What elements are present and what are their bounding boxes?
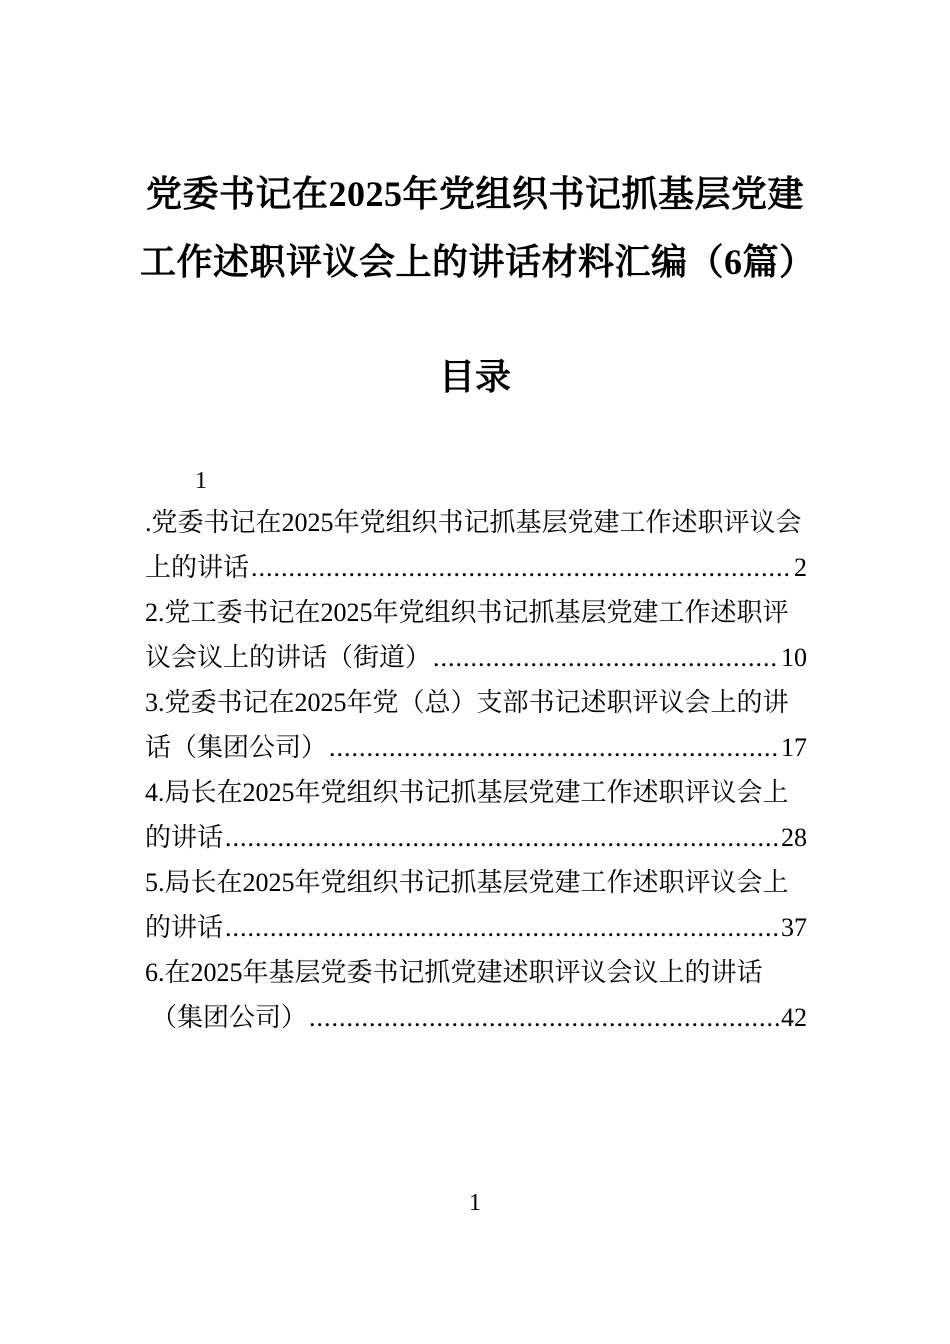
toc-entry-text-cont: 议会议上的讲话（街道） xyxy=(145,643,432,672)
toc-entry-text-cont: 话（集团公司） xyxy=(145,733,328,762)
document-title xyxy=(140,160,816,296)
dot-leader xyxy=(251,545,792,590)
dot-leader xyxy=(329,725,779,770)
dot-leader xyxy=(433,635,779,680)
toc-entry-text: 5.局长在2025年党组织书记抓基层党建工作述职评议会上 xyxy=(145,868,789,897)
page-number: 1 xyxy=(469,1190,481,1216)
dot-leader xyxy=(309,995,779,1040)
toc-entry-text: 4.局长在2025年党组织书记抓基层党建工作述职评议会上 xyxy=(145,778,789,807)
toc-first-entry-number: 1 xyxy=(195,468,207,494)
toc-entry-2[interactable] xyxy=(145,590,807,680)
toc-entry-page: 37 xyxy=(781,913,807,942)
toc-entry-6[interactable] xyxy=(145,950,807,1040)
toc-entry-text: 6.在2025年基层党委书记抓党建述职评议会议上的讲话 xyxy=(145,958,763,987)
toc-entry-text: 3.党委书记在2025年党（总）支部书记述职评议会上的讲 xyxy=(145,688,789,717)
toc-entry-page: 2 xyxy=(794,553,807,582)
toc-entry-text-cont: 的讲话 xyxy=(145,913,224,942)
toc-entry-3[interactable] xyxy=(145,680,807,770)
dot-leader xyxy=(225,815,779,860)
title-line-2: 工作述职评议会上的讲话材料汇编（6篇） xyxy=(140,242,816,282)
toc-entry-4[interactable] xyxy=(145,770,807,860)
toc-entry-text-cont: 的讲话 xyxy=(145,823,224,852)
toc-entry-page: 17 xyxy=(781,733,807,762)
toc-entry-page: 42 xyxy=(781,1003,807,1032)
toc-entry-text-cont: 上的讲话 xyxy=(145,553,250,582)
toc-entry-page: 28 xyxy=(781,823,807,852)
title-line-1: 党委书记在2025年党组织书记抓基层党建 xyxy=(145,174,804,214)
table-of-contents xyxy=(145,462,807,1040)
toc-entry-text-cont: （集团公司） xyxy=(151,1003,308,1032)
toc-entry-1[interactable] xyxy=(145,500,807,590)
toc-entry-text: .党委书记在2025年党组织书记抓基层党建工作述职评议会 xyxy=(145,508,802,537)
toc-entry-5[interactable] xyxy=(145,860,807,950)
toc-entry-page: 10 xyxy=(781,643,807,672)
toc-heading: 目录 xyxy=(438,357,511,397)
toc-entry-text: 2.党工委书记在2025年党组织书记抓基层党建工作述职评 xyxy=(145,598,789,627)
dot-leader xyxy=(225,905,779,950)
